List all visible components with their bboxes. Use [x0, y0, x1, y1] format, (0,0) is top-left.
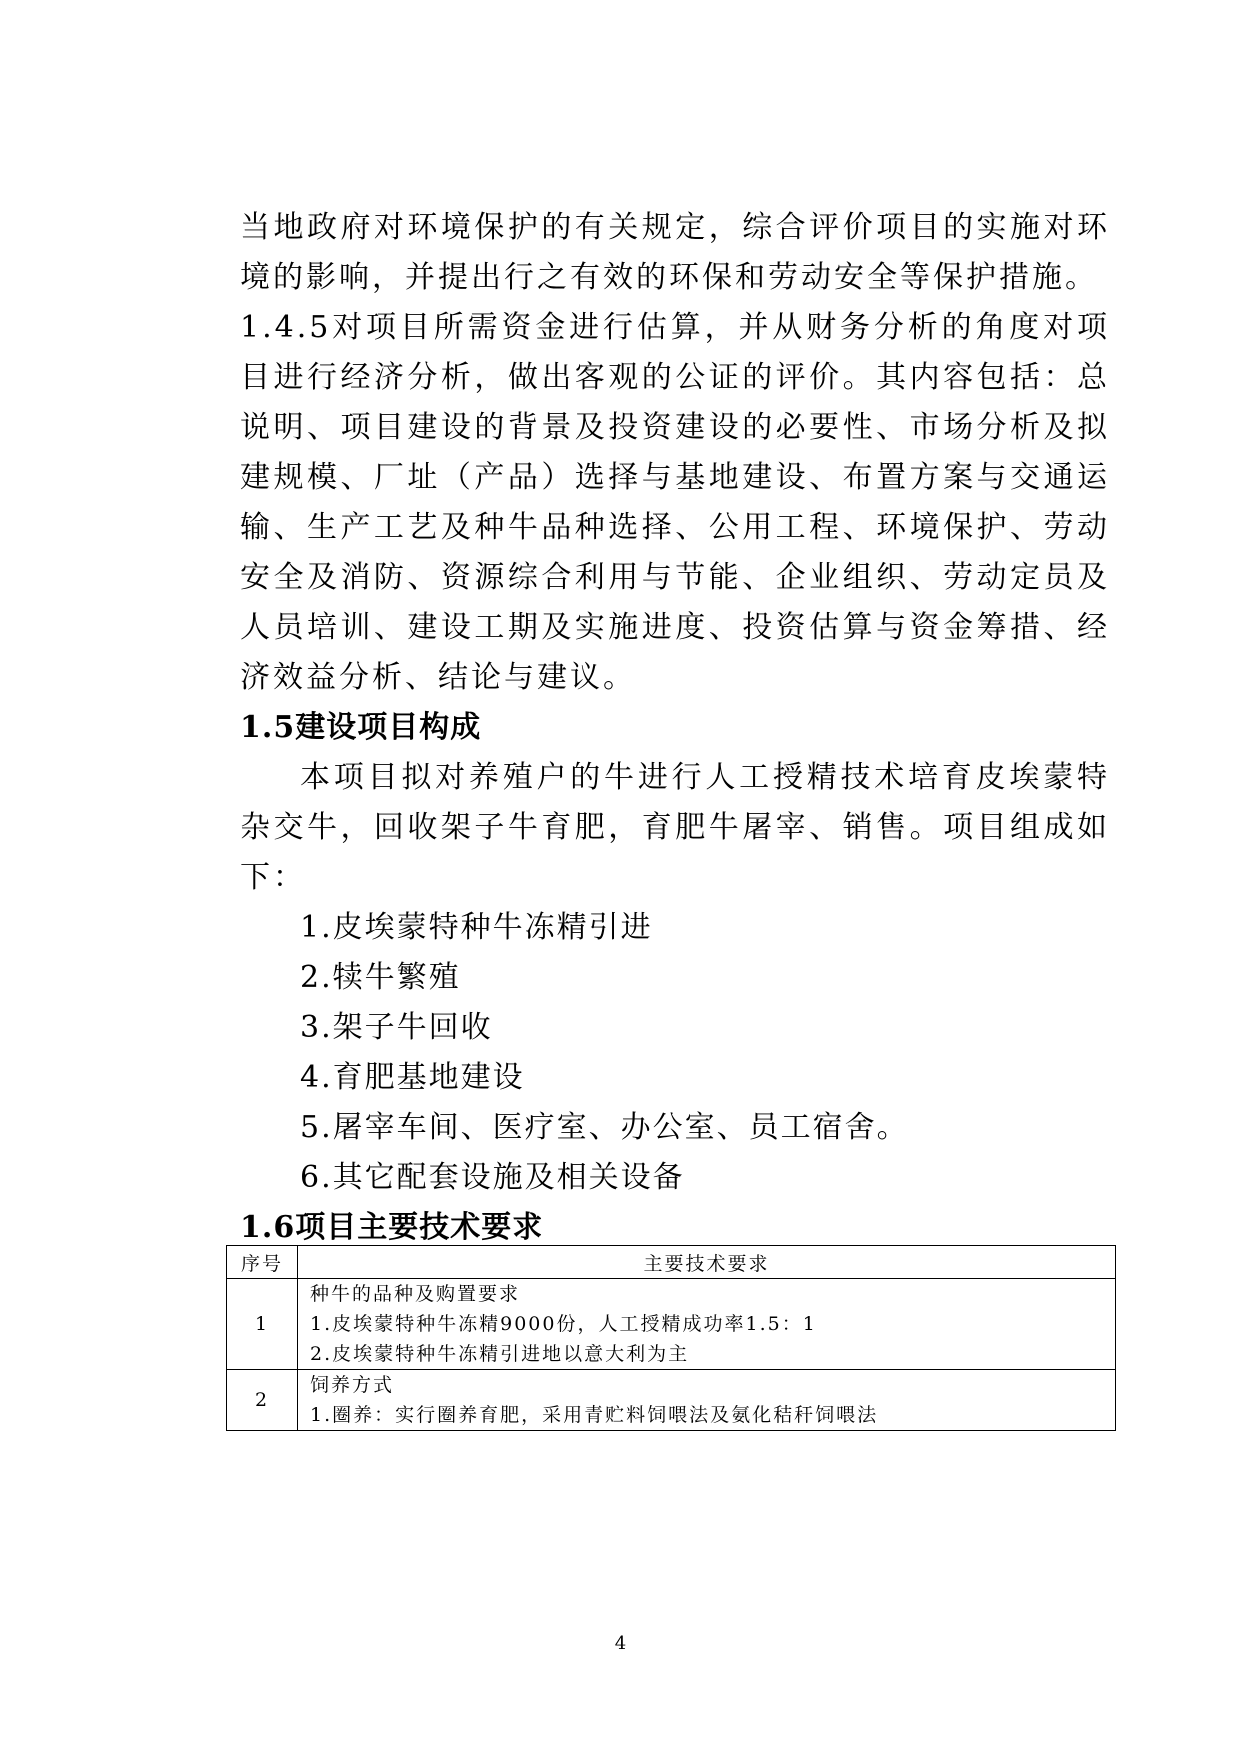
cell-line: 饲养方式	[310, 1374, 395, 1396]
paragraph-environment: 当地政府对环境保护的有关规定，综合评价项目的实施对环境的影响，并提出行之有效的环保和劳动安全等保护措施。	[240, 210, 1110, 295]
row-content	[298, 1370, 1116, 1431]
table-row	[227, 1370, 1116, 1431]
row-number: 1	[227, 1279, 298, 1370]
row-content	[298, 1279, 1116, 1370]
paragraph-finance: 1.4.5对项目所需资金进行估算，并从财务分析的角度对项目进行经济分析，做出客观的公证的评价。其内容包括：总说明、项目建设的背景及投资建设的必要性、市场分析及拟建规模、厂址（产品）选择与基地建设、布置方案与交通运输、生产工艺及种牛品种选择、公用工程、环境保护、劳动安全及消防、资源综合利用与节能、企业组织、劳动定员及人员培训、建设工期及实施进度、投资估算与资金筹措、经济效益分析、结论与建议。	[240, 310, 1110, 695]
paragraph-composition: 本项目拟对养殖户的牛进行人工授精技术培育皮埃蒙特杂交牛，回收架子牛育肥，育肥牛屠宰、销售。项目组成如下：	[240, 760, 1110, 895]
list-item: 2.犊牛繁殖	[300, 960, 461, 995]
header-requirements: 主要技术要求	[298, 1246, 1116, 1279]
table-header-row	[227, 1246, 1116, 1279]
section-heading-1-6: 1.6项目主要技术要求	[240, 1210, 544, 1245]
header-serial-no: 序号	[227, 1246, 298, 1279]
cell-line: 2.皮埃蒙特种牛冻精引进地以意大利为主	[310, 1343, 690, 1365]
table-row	[227, 1279, 1116, 1370]
list-item: 3.架子牛回收	[300, 1010, 493, 1045]
cell-line: 1.圈养：实行圈养育肥，采用青贮料饲喂法及氨化秸秆饲喂法	[310, 1404, 879, 1426]
list-item: 5.屠宰车间、医疗室、办公室、员工宿舍。	[300, 1110, 909, 1145]
list-item: 1.皮埃蒙特种牛冻精引进	[300, 910, 653, 945]
cell-line: 1.皮埃蒙特种牛冻精9000份，人工授精成功率1.5：1	[310, 1313, 817, 1335]
section-heading-1-5: 1.5建设项目构成	[240, 710, 482, 745]
page-number: 4	[614, 1633, 627, 1654]
cell-line: 种牛的品种及购置要求	[310, 1283, 521, 1305]
list-item: 4.育肥基地建设	[300, 1060, 525, 1095]
document-body	[240, 203, 1110, 1253]
technical-requirements-table	[226, 1245, 1116, 1431]
row-number: 2	[227, 1370, 298, 1431]
list-item: 6.其它配套设施及相关设备	[300, 1160, 685, 1195]
